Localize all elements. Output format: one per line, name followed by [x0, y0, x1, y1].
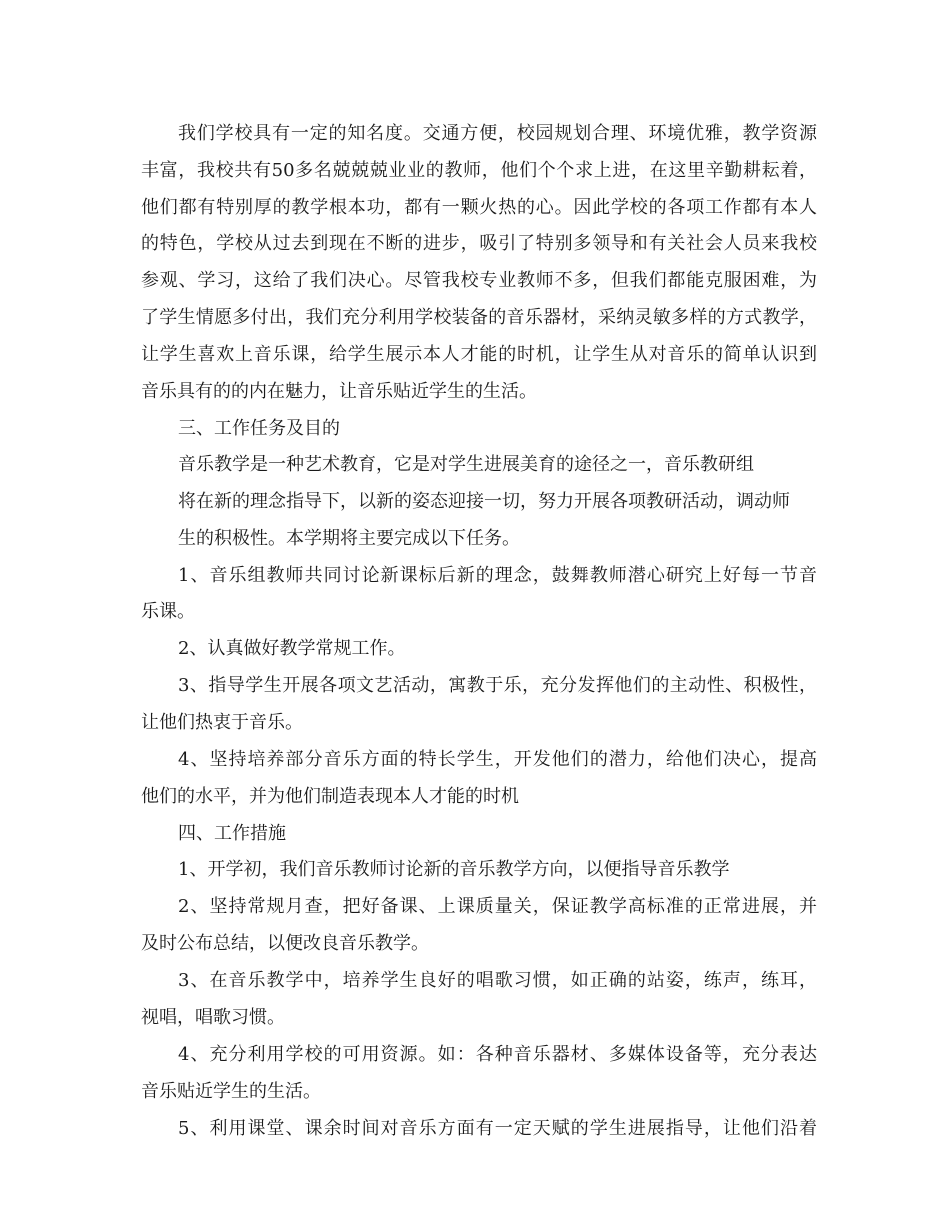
- list-item-line: 3、在音乐教学中，培养学生良好的唱歌习惯，如正确的站姿，练声，练耳，: [178, 970, 817, 991]
- list-item-line: 乐课。: [141, 601, 195, 622]
- list-item-line: 视唱，唱歌习惯。: [141, 1007, 285, 1028]
- list-item-line: 他们的水平，并为他们制造表现本人才能的时机: [141, 786, 519, 807]
- list-item-line: 2、认真做好教学常规工作。: [178, 638, 406, 659]
- paragraph-line: 让学生喜欢上音乐课，给学生展示本人才能的时机，让学生从对音乐的简单认识到: [141, 344, 817, 365]
- list-item-line: 让他们热衷于音乐。: [141, 712, 303, 733]
- list-item-line: 2、坚持常规月查，把好备课、上课质量关，保证教学高标准的正常进展，并: [178, 896, 817, 917]
- list-item-line: 1、音乐组教师共同讨论新课标后新的理念，鼓舞教师潜心研究上好每一节音: [178, 565, 817, 586]
- list-item-line: 5、利用课堂、课余时间对音乐方面有一定天赋的学生进展指导，让他们沿着: [178, 1118, 817, 1139]
- paragraph-line: 了学生情愿多付出，我们充分利用学校装备的音乐器材，采纳灵敏多样的方式教学，: [141, 307, 817, 328]
- paragraph-line: 他们都有特别厚的教学根本功，都有一颗火热的心。因此学校的各项工作都有本人: [141, 197, 817, 218]
- paragraph-line: 生的积极性。本学期将主要完成以下任务。: [178, 528, 520, 549]
- paragraph-line: 音乐具有的的内在魅力，让音乐贴近学生的生活。: [141, 381, 537, 402]
- section-heading: 三、工作任务及目的: [178, 418, 340, 439]
- list-item-line: 3、指导学生开展各项文艺活动，寓教于乐，充分发挥他们的主动性、积极性，: [178, 675, 817, 696]
- list-item-line: 4、充分利用学校的可用资源。如：各种音乐器材、多媒体设备等，充分表达: [178, 1044, 817, 1065]
- paragraph-line: 将在新的理念指导下，以新的姿态迎接一切，努力开展各项教研活动，调动师: [178, 491, 790, 512]
- paragraph-line: 丰富，我校共有50多名兢兢兢业业的教师，他们个个求上进，在这里辛勤耕耘着，: [141, 160, 817, 181]
- section-heading: 四、工作措施: [178, 823, 286, 844]
- paragraph-line: 参观、学习，这给了我们决心。尽管我校专业教师不多，但我们都能克服困难，为: [141, 270, 817, 291]
- paragraph-line: 音乐教学是一种艺术教育，它是对学生进展美育的途径之一，音乐教研组: [178, 454, 754, 475]
- list-item-line: 音乐贴近学生的生活。: [141, 1081, 321, 1102]
- list-item-line: 4、坚持培养部分音乐方面的特长学生，开发他们的潜力，给他们决心，提高: [178, 749, 817, 770]
- paragraph-line: 我们学校具有一定的知名度。交通方便，校园规划合理、环境优雅，教学资源: [178, 123, 817, 144]
- list-item-line: 1、开学初，我们音乐教师讨论新的音乐教学方向，以便指导音乐教学: [178, 859, 730, 880]
- paragraph-line: 的特色，学校从过去到现在不断的进步，吸引了特别多领导和有关社会人员来我校: [141, 233, 817, 254]
- list-item-line: 及时公布总结，以便改良音乐教学。: [141, 933, 429, 954]
